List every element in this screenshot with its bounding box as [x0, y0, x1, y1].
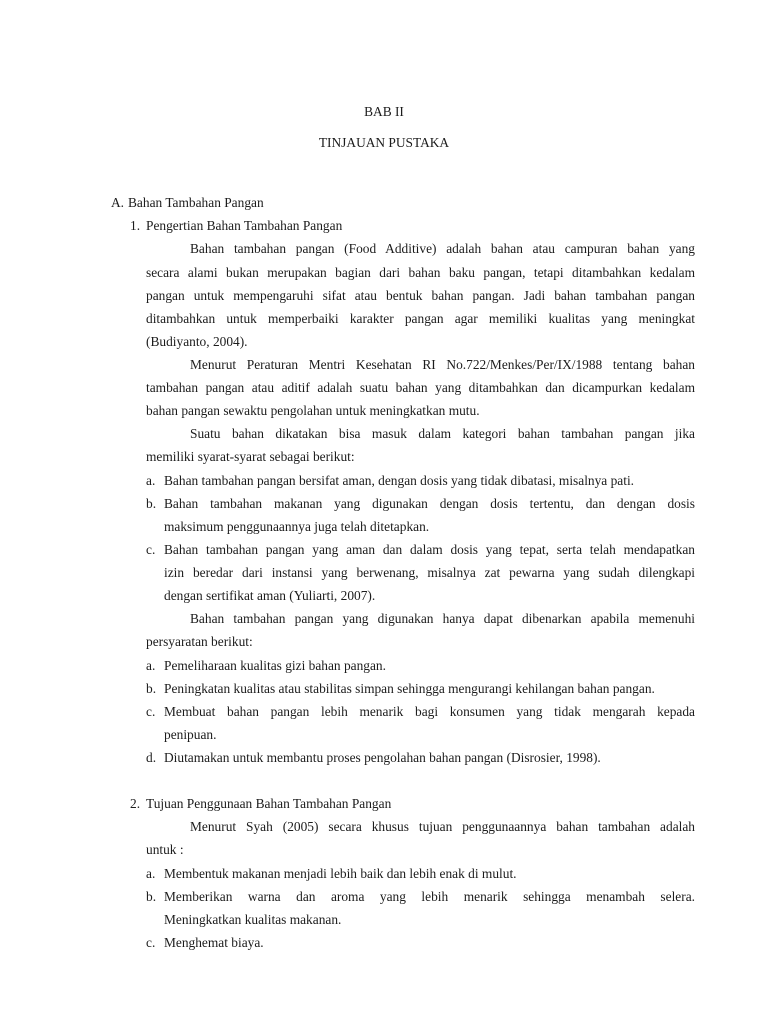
- paragraph-line: persyaratan berikut:: [146, 634, 253, 649]
- paragraph-line: pangan untuk mempengaruhi sifat atau bentuk bahan pangan. Jadi bahan tambahan pangan: [146, 288, 695, 303]
- paragraph-line: Menurut Peraturan Mentri Kesehatan RI No.722/Menkes/Per/IX/1988 tentang bahan: [190, 357, 695, 372]
- paragraph-line: Bahan tambahan pangan yang digunakan hanya dapat dibenarkan apabila memenuhi: [190, 611, 695, 626]
- list-item: izin beredar dari instansi yang berwenang, misalnya zat pewarna yang sudah dilengkapi: [164, 565, 695, 580]
- paragraph-line: bahan pangan sewaktu pengolahan untuk meningkatkan mutu.: [146, 403, 480, 418]
- list-item: Diutamakan untuk membantu proses pengolahan bahan pangan (Disrosier, 1998).: [164, 750, 601, 765]
- subsection-2-title: Tujuan Penggunaan Bahan Tambahan Pangan: [146, 796, 392, 811]
- paragraph-line: untuk :: [146, 842, 184, 857]
- list-item: penipuan.: [164, 727, 217, 742]
- list-item: Bahan tambahan pangan bersifat aman, dengan dosis yang tidak dibatasi, misalnya pati.: [164, 473, 635, 488]
- list-marker: b.: [146, 889, 157, 904]
- paragraph-line: secara alami bukan merupakan bagian dari bahan baku pangan, tetapi ditambahkan kedalam: [146, 265, 695, 280]
- list-item: Peningkatan kualitas atau stabilitas simpan sehingga mengurangi kehilangan bahan pangan.: [164, 681, 655, 696]
- paragraph-line: Menurut Syah (2005) secara khusus tujuan penggunaannya bahan tambahan adalah: [190, 819, 695, 834]
- list-item: Meningkatkan kualitas makanan.: [164, 912, 342, 927]
- subsection-1-marker: 1.: [130, 218, 141, 233]
- list-marker: c.: [146, 704, 156, 719]
- list-item: Pemeliharaan kualitas gizi bahan pangan.: [164, 658, 386, 673]
- paragraph-line: (Budiyanto, 2004).: [146, 334, 248, 349]
- list-item: maksimum penggunaannya juga telah ditetapkan.: [164, 519, 430, 534]
- list-item: Bahan tambahan makanan yang digunakan dengan dosis tertentu, dan dengan dosis: [164, 496, 695, 511]
- subsection-1-title: Pengertian Bahan Tambahan Pangan: [146, 218, 343, 233]
- paragraph-line: ditambahkan untuk memperbaiki karakter pangan agar memiliki kualitas yang meningkat: [146, 311, 695, 326]
- chapter-label: BAB II: [364, 104, 404, 119]
- list-marker: a.: [146, 473, 156, 488]
- list-marker: c.: [146, 935, 156, 950]
- paragraph-line: Suatu bahan dikatakan bisa masuk dalam kategori bahan tambahan pangan jika: [190, 426, 695, 441]
- list-marker: a.: [146, 866, 156, 881]
- paragraph-line: memiliki syarat-syarat sebagai berikut:: [146, 449, 355, 464]
- paragraph-line: Bahan tambahan pangan (Food Additive) adalah bahan atau campuran bahan yang: [190, 241, 695, 256]
- list-marker: b.: [146, 681, 157, 696]
- section-a-marker: A.: [111, 195, 125, 210]
- subsection-2-marker: 2.: [130, 796, 141, 811]
- list-item: dengan sertifikat aman (Yuliarti, 2007).: [164, 588, 376, 603]
- list-marker: c.: [146, 542, 156, 557]
- list-item: Menghemat biaya.: [164, 935, 264, 950]
- list-item: Bahan tambahan pangan yang aman dan dalam dosis yang tepat, serta telah mendapatkan: [164, 542, 695, 557]
- list-item: Memberikan warna dan aroma yang lebih menarik sehingga menambah selera.: [164, 889, 695, 904]
- list-item: Membuat bahan pangan lebih menarik bagi konsumen yang tidak mengarah kepada: [164, 704, 695, 719]
- section-a-title: Bahan Tambahan Pangan: [128, 195, 264, 210]
- paragraph-line: tambahan pangan atau aditif adalah suatu bahan yang ditambahkan dan dicampurkan kedalam: [146, 380, 695, 395]
- list-item: Membentuk makanan menjadi lebih baik dan lebih enak di mulut.: [164, 866, 517, 881]
- chapter-title: TINJAUAN PUSTAKA: [318, 135, 450, 150]
- list-marker: a.: [146, 658, 156, 673]
- list-marker: b.: [146, 496, 157, 511]
- list-marker: d.: [146, 750, 157, 765]
